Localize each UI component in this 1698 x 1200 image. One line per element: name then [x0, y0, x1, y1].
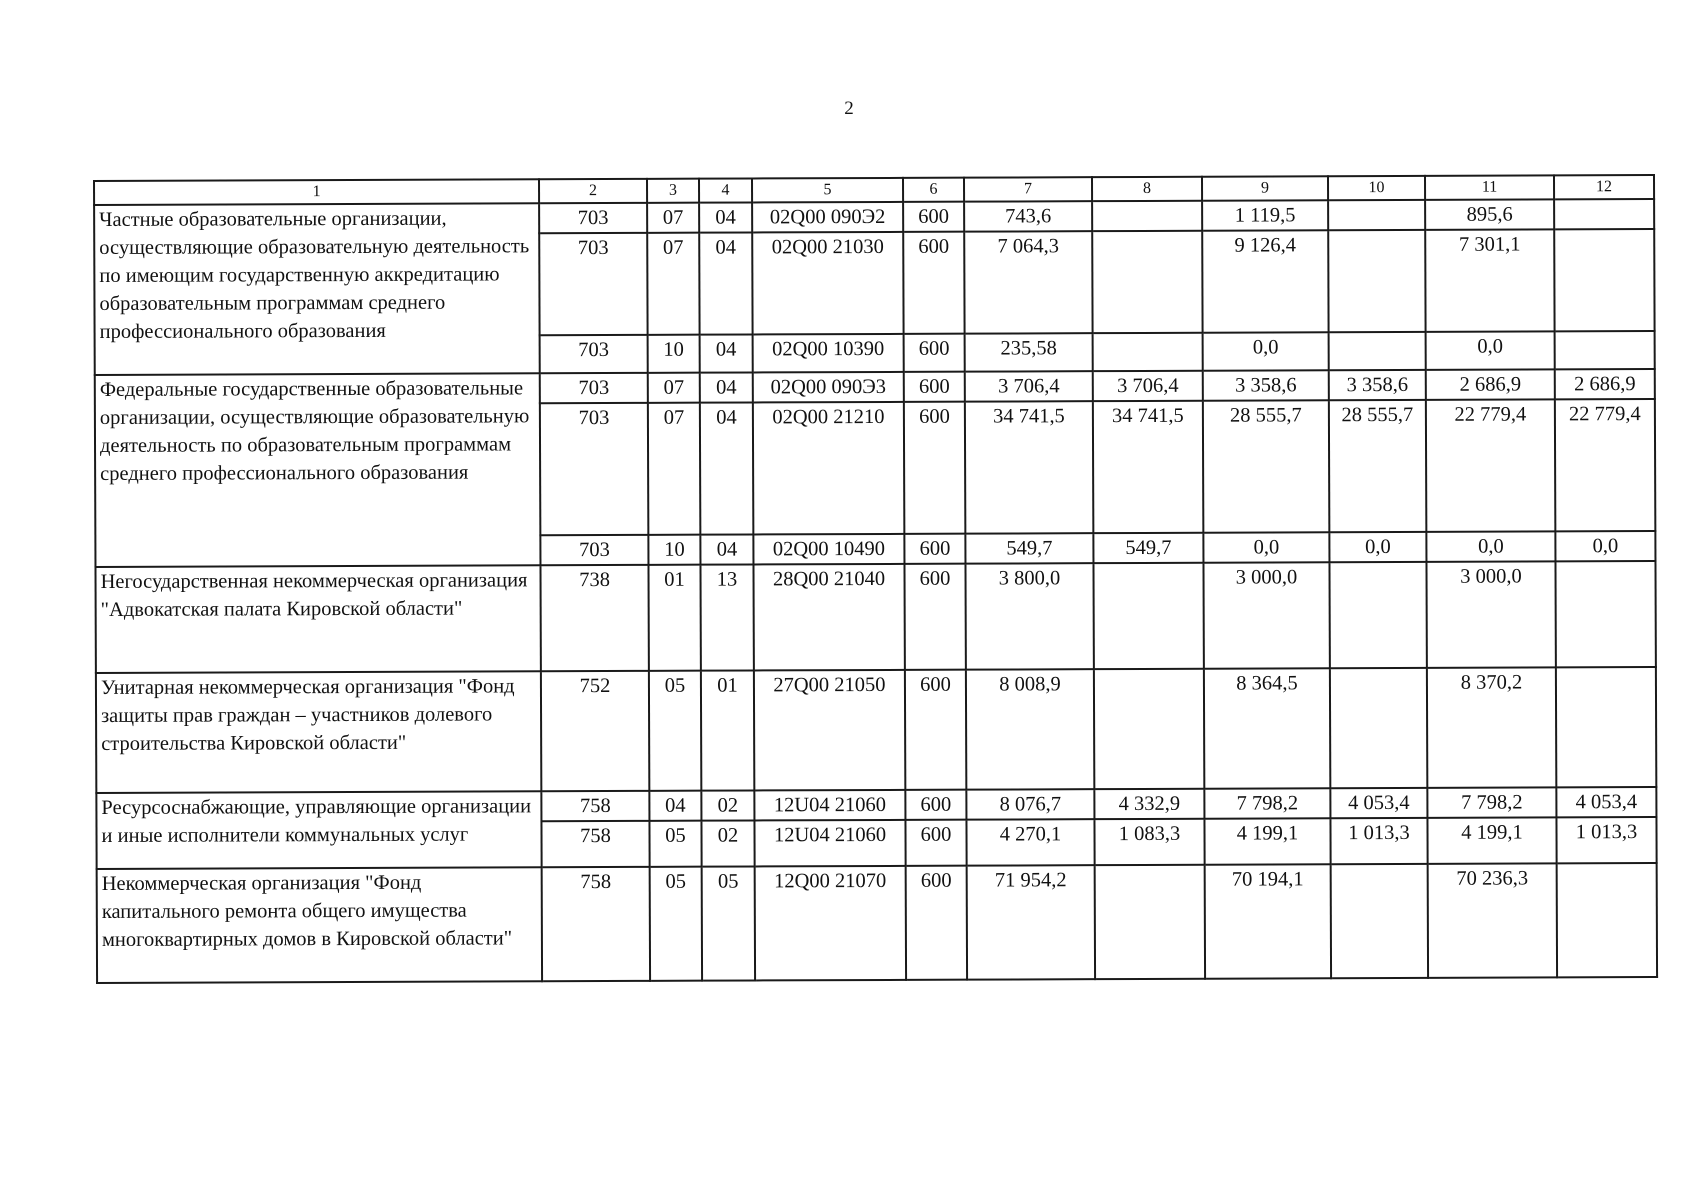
table-cell: 07 — [648, 373, 700, 403]
table-cell — [1554, 229, 1654, 331]
table-cell: 02 — [701, 790, 754, 820]
table-cell: 600 — [903, 202, 964, 232]
table-cell: 2 686,9 — [1426, 369, 1555, 399]
table-cell: 28Q00 21040 — [753, 564, 904, 671]
table-cell: 0,0 — [1203, 332, 1329, 370]
table-cell: 0,0 — [1203, 532, 1329, 562]
table-cell: 4 199,1 — [1427, 817, 1556, 863]
table-cell: 752 — [541, 671, 649, 791]
table-cell: 703 — [539, 203, 647, 233]
table-cell: 71 954,2 — [967, 865, 1095, 979]
table-cell: 0,0 — [1555, 531, 1655, 561]
table-cell: 8 370,2 — [1427, 667, 1556, 787]
table-cell: 02Q00 21210 — [753, 402, 905, 535]
column-number-cell: 1 — [94, 179, 539, 205]
table-cell: 3 800,0 — [965, 563, 1093, 669]
table-cell: 600 — [904, 534, 965, 564]
recipient-name-cell: Федеральные государственные образовательные организации, осуществляющие образовательную деятельность по образовательным программам среднего профессионального образования — [95, 373, 541, 567]
table-cell: 8 076,7 — [966, 789, 1094, 819]
table-cell: 12U04 21060 — [754, 820, 905, 867]
table-cell — [1329, 332, 1426, 370]
table-cell: 549,7 — [1093, 533, 1203, 563]
table-cell — [1328, 230, 1425, 332]
table-cell: 738 — [540, 565, 648, 671]
table-cell: 4 332,9 — [1094, 789, 1204, 819]
column-number-cell: 3 — [647, 179, 699, 203]
table-row — [95, 561, 1655, 673]
recipient-name-cell: Ресурсоснабжающие, управляющие организации и иные исполнители коммунальных услуг — [96, 791, 541, 869]
table-cell: 4 053,4 — [1556, 787, 1656, 817]
table-cell: 2 686,9 — [1555, 369, 1655, 399]
table-row — [96, 667, 1656, 793]
table-cell: 04 — [700, 372, 753, 402]
table-cell: 1 119,5 — [1202, 200, 1328, 230]
table-cell — [1093, 333, 1203, 371]
table-cell: 02 — [701, 820, 754, 866]
budget-table — [93, 174, 1658, 984]
table-cell: 9 126,4 — [1202, 230, 1328, 332]
table-cell: 70 236,3 — [1428, 863, 1557, 977]
table-cell: 02Q00 090Э2 — [752, 202, 903, 233]
table-cell — [1329, 562, 1426, 668]
table-cell: 02Q00 10490 — [753, 534, 904, 565]
column-number-cell: 4 — [699, 178, 752, 202]
table-cell: 22 779,4 — [1555, 399, 1656, 531]
table-cell: 70 194,1 — [1205, 864, 1331, 978]
table-cell — [1557, 863, 1657, 977]
table-cell: 600 — [906, 866, 967, 980]
column-number-cell: 2 — [539, 179, 647, 203]
column-number-cell: 9 — [1202, 176, 1328, 200]
recipient-name-cell: Унитарная некоммерческая организация "Фонд защиты прав граждан – участников долевого строительства Кировской области" — [96, 671, 541, 793]
table-cell: 01 — [701, 670, 754, 790]
table-cell — [1556, 667, 1656, 787]
table-cell: 1 013,3 — [1330, 818, 1427, 864]
table-cell: 28 555,7 — [1329, 400, 1427, 532]
table-cell: 703 — [540, 403, 649, 535]
table-cell: 3 706,4 — [1093, 371, 1203, 401]
table-cell: 600 — [903, 232, 964, 334]
table-cell: 8 364,5 — [1204, 668, 1330, 788]
table-cell: 05 — [650, 867, 702, 981]
table-cell: 600 — [904, 402, 966, 534]
table-cell: 07 — [647, 203, 699, 233]
table-cell: 22 779,4 — [1426, 399, 1556, 531]
table-cell: 4 270,1 — [966, 819, 1094, 865]
table-cell: 07 — [648, 403, 701, 535]
table-cell: 7 798,2 — [1427, 787, 1556, 817]
budget-table-sheet — [93, 174, 1656, 984]
table-cell — [1092, 201, 1202, 231]
table-cell — [1092, 231, 1202, 333]
table-cell: 34 741,5 — [965, 401, 1094, 533]
table-cell: 1 083,3 — [1094, 819, 1204, 865]
table-cell: 10 — [648, 535, 700, 565]
table-cell: 895,6 — [1425, 199, 1554, 229]
table-cell: 12Q00 21070 — [755, 866, 906, 981]
table-cell: 02Q00 10390 — [753, 334, 904, 373]
table-cell — [1555, 561, 1655, 667]
table-cell: 7 064,3 — [964, 231, 1092, 333]
table-cell — [1093, 563, 1203, 669]
table-cell: 7 798,2 — [1204, 788, 1330, 818]
table-cell: 04 — [649, 791, 701, 821]
table-cell: 4 199,1 — [1204, 818, 1330, 864]
table-cell: 703 — [540, 535, 648, 565]
table-cell: 27Q00 21050 — [754, 670, 905, 791]
column-number-cell: 6 — [903, 178, 964, 202]
table-cell: 600 — [905, 790, 966, 820]
table-cell: 01 — [648, 565, 700, 671]
table-cell: 600 — [905, 670, 966, 790]
table-cell: 758 — [541, 791, 649, 821]
table-cell — [1330, 668, 1427, 788]
table-row — [97, 863, 1657, 983]
table-cell: 0,0 — [1426, 331, 1555, 369]
table-cell: 235,58 — [965, 333, 1093, 371]
recipient-name-cell: Некоммерческая организация "Фонд капитального ремонта общего имущества многоквартирных домов в Кировской области" — [97, 867, 542, 983]
table-cell — [1094, 669, 1204, 789]
table-cell: 04 — [699, 232, 752, 334]
table-cell: 12U04 21060 — [754, 790, 905, 821]
table-cell: 04 — [699, 202, 752, 232]
column-number-cell: 8 — [1092, 177, 1202, 201]
table-cell: 02Q00 21030 — [752, 232, 903, 335]
table-cell: 04 — [700, 402, 754, 534]
table-cell: 0,0 — [1426, 531, 1555, 561]
table-cell: 743,6 — [964, 201, 1092, 231]
table-cell: 600 — [904, 372, 965, 402]
table-cell: 3 706,4 — [965, 371, 1093, 401]
table-cell — [1095, 865, 1205, 979]
table-cell: 703 — [540, 335, 648, 373]
column-number-cell: 5 — [752, 178, 903, 203]
table-cell — [1554, 199, 1654, 229]
table-cell: 13 — [700, 564, 753, 670]
recipient-name-cell: Частные образовательные организации, осуществляющие образовательную деятельность по имеющим государственную аккредитацию образовательным программам среднего профессионального образования — [94, 203, 540, 375]
table-cell: 3 000,0 — [1426, 561, 1555, 667]
page-number: 2 — [844, 98, 854, 119]
table-cell: 549,7 — [965, 533, 1093, 563]
table-cell: 04 — [700, 334, 753, 372]
table-cell: 3 000,0 — [1203, 562, 1329, 668]
column-number-cell: 10 — [1328, 176, 1425, 200]
column-number-cell: 11 — [1425, 175, 1554, 199]
table-cell: 0,0 — [1329, 532, 1426, 562]
table-cell: 600 — [904, 564, 965, 670]
table-cell: 07 — [647, 233, 699, 335]
table-cell: 28 555,7 — [1203, 400, 1330, 532]
table-cell: 8 008,9 — [966, 669, 1094, 789]
table-cell: 758 — [541, 821, 649, 867]
table-cell: 703 — [539, 233, 647, 335]
table-cell: 05 — [702, 866, 755, 980]
table-cell: 10 — [648, 335, 700, 373]
table-cell: 3 358,6 — [1203, 370, 1329, 400]
table-cell: 7 301,1 — [1425, 229, 1554, 331]
table-cell: 758 — [542, 867, 650, 981]
table-cell: 4 053,4 — [1330, 788, 1427, 818]
column-number-cell: 12 — [1554, 175, 1654, 199]
table-cell: 05 — [649, 671, 701, 791]
table-cell: 600 — [905, 820, 966, 866]
table-cell: 703 — [540, 373, 648, 403]
column-number-cell: 7 — [964, 177, 1092, 201]
table-cell — [1331, 864, 1428, 978]
table-cell: 05 — [649, 821, 701, 867]
table-cell: 1 013,3 — [1556, 817, 1656, 863]
table-cell: 600 — [904, 334, 965, 372]
table-cell — [1328, 200, 1425, 230]
table-cell: 3 358,6 — [1329, 370, 1426, 400]
recipient-name-cell: Негосударственная некоммерческая организация "Адвокатская палата Кировской области" — [95, 565, 540, 673]
table-cell: 04 — [700, 534, 753, 564]
table-cell — [1555, 331, 1655, 369]
table-cell: 02Q00 090Э3 — [753, 372, 904, 403]
table-cell: 34 741,5 — [1093, 401, 1204, 533]
